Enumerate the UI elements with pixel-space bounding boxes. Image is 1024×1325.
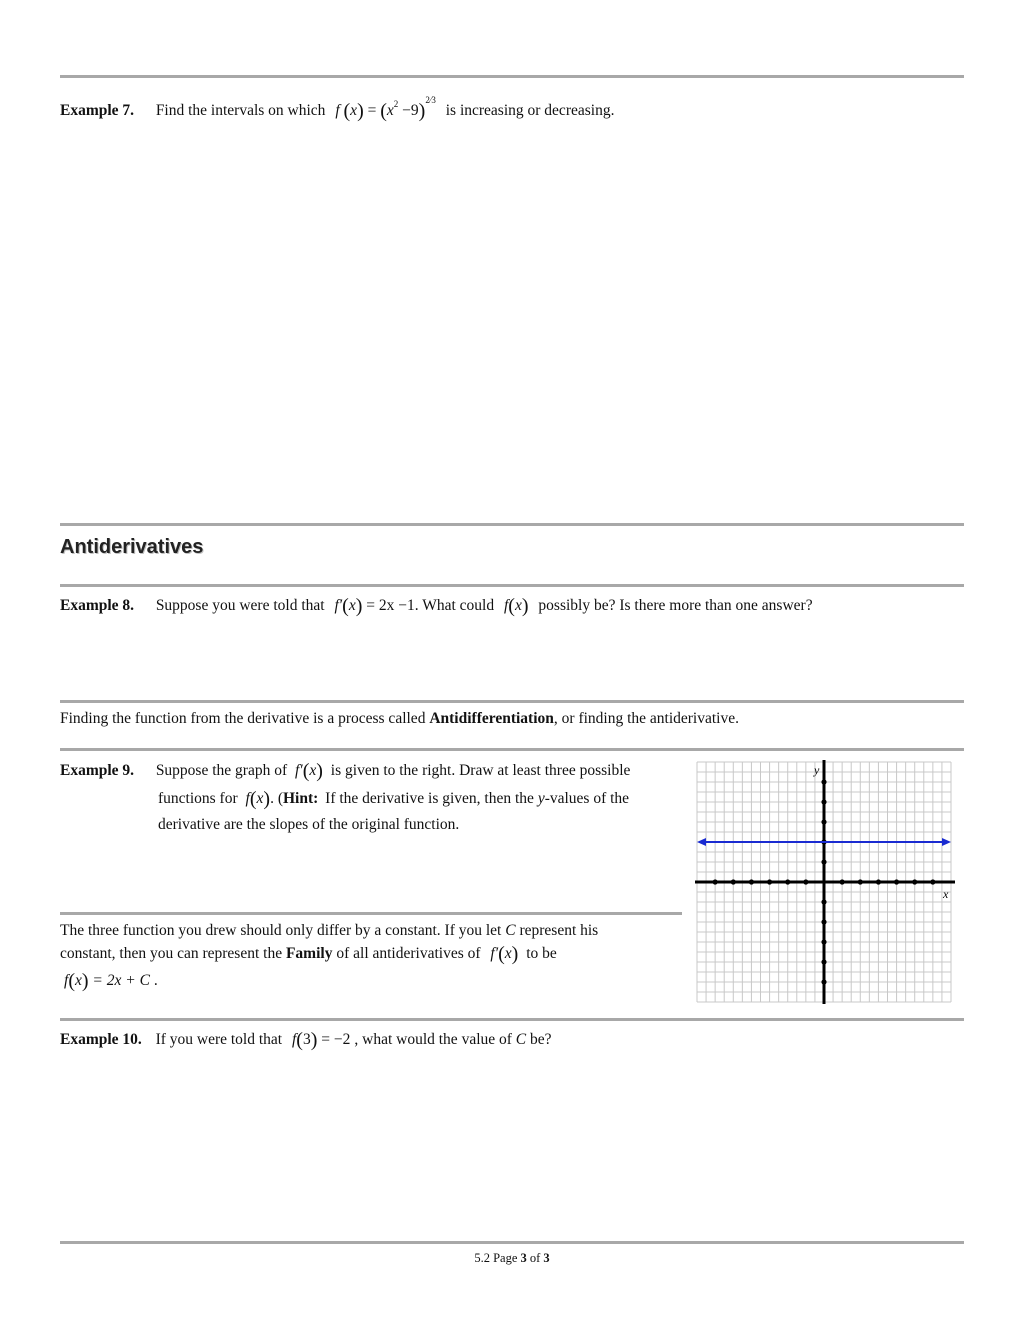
family-end: . [153,972,158,989]
example-8-derivative: f′(x) = 2x −1 [334,595,415,617]
family-line-3 [64,971,158,991]
definition-before: Finding the function from the derivative is a process called [60,710,426,727]
variable-x: x [350,102,358,119]
example-9-line2-a: functions for [158,790,238,807]
example-10-rhs: = −2 [321,1031,351,1048]
square-exponent: 2 [393,99,399,109]
example-9-line-1 [60,761,630,781]
y-axis-tick [821,979,826,984]
family-line-1 [60,922,598,940]
footer-prefix: 5.2 Page [474,1251,518,1265]
y-axis-tick [821,919,826,924]
paren-left-2: ( [380,100,387,122]
family-line1-b: represent his [519,922,599,939]
example-9-label: Example 9. [60,762,135,779]
variable-x: x [348,597,356,614]
definition-after: , or finding the antiderivative. [553,710,739,727]
definition-rule-top [60,700,964,703]
argument: 3 [302,1031,311,1048]
section-heading: Antiderivatives [60,536,204,558]
c-variable: C [515,1031,527,1048]
footer-rule [60,1241,964,1244]
variable-x-2: x [514,597,522,614]
definition-term: Antidifferentiation [429,710,554,727]
example-8-text-1: Suppose you were told that [155,597,325,614]
f-prime: f′ [334,597,343,614]
definition-rule-bottom [60,748,964,751]
family-rhs: = 2x + C [92,972,150,989]
paren-right: ) [357,100,364,122]
example-10-text-1: If you were told that [155,1031,283,1048]
example-7-label: Example 7. [60,102,135,119]
function-name: f [335,102,340,119]
family-line2-c: to be [526,945,557,962]
page-footer [0,1251,1024,1266]
series-arrow-right [942,838,951,846]
y-axis-tick [821,939,826,944]
example-7-text-before: Find the intervals on which [155,102,326,119]
example-10-text-2: , what would the value of [354,1031,512,1048]
family-term: Family [285,945,333,962]
x-axis-tick [894,879,899,884]
top-rule [60,75,964,78]
f-name: f [291,1031,297,1048]
family-line2-b: of all antiderivatives of [336,945,481,962]
example-8 [60,596,813,616]
c-variable: C [505,922,516,939]
section-rule [60,523,964,526]
family-line2-a: constant, then you can represent the [60,945,283,962]
example-10-label: Example 10. [60,1031,142,1048]
example-9-line-3: derivative are the slopes of the original function. [158,816,460,833]
example-10-text-3: be? [530,1031,552,1048]
y-axis-tick [821,819,826,824]
example-9-line-2 [158,789,629,809]
derivative-rhs: = 2x −1 [366,597,415,614]
x-axis-tick [731,879,736,884]
y-axis-tick [821,859,826,864]
footer-of: of [529,1251,541,1265]
equals-sign: = [367,102,377,119]
fraction-exponent: 2⁄3 [425,95,436,105]
example-9-line2-b: . ( [270,790,283,807]
paren-left: ( [343,100,351,122]
footer-page: 3 [520,1251,527,1265]
example-9-line2-d: -values of the [544,790,630,807]
example-8-function: f(x) [503,595,529,617]
x-axis-tick [840,879,845,884]
x-axis-tick [930,879,935,884]
x-axis-tick [876,879,881,884]
example-10-function: f(3) = −2 [291,1029,351,1051]
example-8-label: Example 8. [60,597,135,614]
footer-total: 3 [543,1251,550,1265]
example-10 [60,1030,552,1050]
x-axis-tick [912,879,917,884]
x-axis-tick [713,879,718,884]
x-axis-tick [767,879,772,884]
family-line1-a: The three function you drew should only differ by a constant. If you let [60,922,502,939]
series-arrow-left [697,838,706,846]
heading-underline [60,584,964,587]
example-9-function: f(x) [245,788,271,810]
example-9-derivative: f′(x) [294,760,323,782]
y-axis-tick [821,899,826,904]
example-8-text-2: . What could [414,597,495,614]
y-axis-tick [821,779,826,784]
example-9-line2-c: If the derivative is given, then the [325,790,534,807]
x-axis-tick [858,879,863,884]
y-axis-tick [821,959,826,964]
derivative-graph [693,758,957,1006]
y-variable: y [537,790,545,807]
paren-right-2: ) [418,100,426,122]
example-9-line1-b: is given to the right. Draw at least three possible [330,762,631,779]
f-prime: f′ [294,762,303,779]
family-rule [60,912,682,915]
x-axis-tick [803,879,808,884]
example-8-text-3: possibly be? Is there more than one answer? [538,597,813,614]
example-7-text-after: is increasing or decreasing. [445,102,615,119]
example-7 [60,95,614,121]
f-prime: f′ [490,945,499,962]
variable-x-2: x [74,972,82,989]
f-name: f [245,790,250,807]
x-axis-tick [785,879,790,884]
family-line-2 [60,944,557,964]
hint-label: Hint: [282,790,319,807]
x-axis-tick [749,879,754,884]
minus-nine: −9 [402,102,419,119]
y-axis-label: y [814,763,820,777]
variable-x-2: x [256,790,264,807]
variable-x: x [309,762,317,779]
family-function: f(x) = 2x + C [64,970,150,992]
example-10-rule [60,1018,964,1021]
base-x: x [386,102,394,119]
family-derivative: f′(x) [490,943,519,965]
f-name: f [64,972,69,989]
example-9-line1-a: Suppose the graph of [155,762,288,779]
definition-text [60,710,739,728]
f-name: f [503,597,509,614]
x-axis-label: x [943,887,949,901]
example-7-function [335,95,439,122]
y-axis-tick [821,799,826,804]
variable-x: x [504,945,512,962]
